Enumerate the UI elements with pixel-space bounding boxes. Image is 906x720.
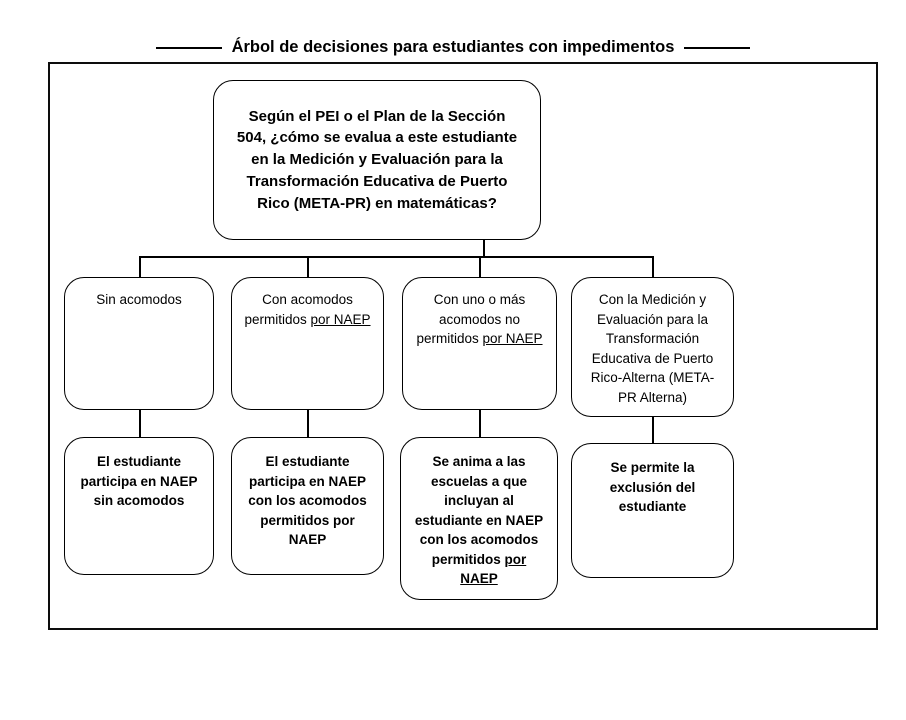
branch-3-condition-text: Con uno o más acomodos no permitidos por NAEP (416, 292, 543, 347)
branch-3-condition-node (402, 277, 557, 410)
branch-1-condition-node (64, 277, 214, 410)
branch-1-outcome-text: El estudiante participa en NAEP sin acomodos (80, 454, 198, 509)
branch-4-condition-text: Con la Medición y Evaluación para la Transformación Educativa de Puerto Rico-Alterna (META-PR Alterna) (590, 292, 715, 405)
root-question-node (213, 80, 541, 240)
branch-2-outcome-text: El estudiante participa en NAEP con los acomodos permitidos por NAEP (248, 454, 367, 548)
branch-2-condition-node (231, 277, 384, 410)
branch-1-drop-line (139, 256, 141, 278)
branch-1-outcome-node (64, 437, 214, 575)
branch-4-condition-node (571, 277, 734, 417)
branch-3-outcome-node (400, 437, 558, 600)
branch-4-outcome-node (571, 443, 734, 578)
branch-4-outcome-text: Se permite la exclusión del estudiante (609, 460, 696, 515)
branch-3-outcome-connector (479, 409, 481, 438)
figure-title-row (0, 38, 906, 57)
figure-title: Árbol de decisiones para estudiantes con impedimentos (231, 38, 675, 56)
branch-1-outcome-connector (139, 409, 141, 438)
branch-2-drop-line (307, 256, 309, 278)
title-right-rule (684, 47, 750, 49)
branch-4-outcome-connector (652, 416, 654, 444)
branch-2-outcome-node (231, 437, 384, 575)
title-left-rule (156, 47, 222, 49)
branch-2-condition-text: Con acomodos permitidos por NAEP (244, 292, 371, 327)
branch-2-outcome-connector (307, 409, 309, 438)
branch-1-condition-text: Sin acomodos (96, 292, 182, 307)
branch-3-outcome-text: Se anima a las escuelas a que incluyan al estudiante en NAEP con los acomodos permitidos por NAEP (414, 454, 544, 587)
branch-4-drop-line (652, 256, 654, 278)
branch-distribution-line (139, 256, 654, 258)
branch-3-drop-line (479, 256, 481, 278)
root-question-text: Según el PEI o el Plan de la Sección 504, ¿cómo se evalua a este estudiante en la Medición y Evaluación para la Transformación Educativa de Puerto Rico (META-PR) en matemáticas? (236, 107, 518, 212)
